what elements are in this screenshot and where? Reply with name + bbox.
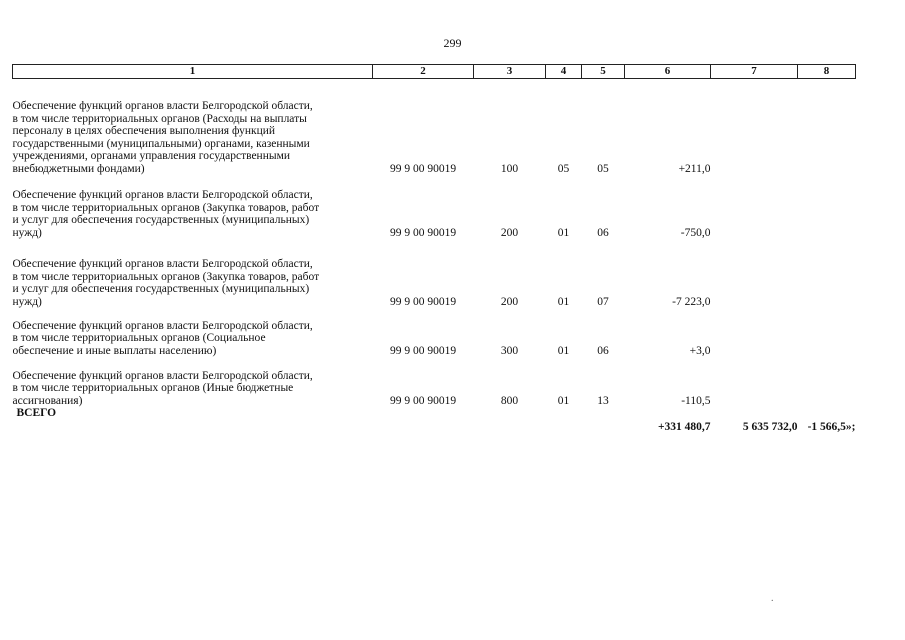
target-code: 99 9 00 90019 bbox=[389, 344, 457, 357]
description-line: в том числе территориальных органов (Иные бюджетные bbox=[12, 382, 294, 394]
empty-cell bbox=[711, 175, 798, 239]
expense-description bbox=[13, 239, 373, 308]
expense-description bbox=[13, 79, 373, 176]
column-header-3: 3 bbox=[474, 65, 546, 79]
description-line: учреждениями, органами управления государственными bbox=[12, 150, 291, 162]
column-header-8: 8 bbox=[798, 65, 856, 79]
expense-type: 800 bbox=[500, 394, 519, 407]
subsection: 06 bbox=[597, 344, 609, 357]
description-line: Обеспечение функций органов власти Белгородской области, bbox=[12, 319, 313, 332]
budget-table-container bbox=[12, 64, 855, 451]
expense-type: 200 bbox=[500, 295, 519, 308]
description-line: в том числе территориальных органов (Социальное bbox=[12, 332, 266, 344]
table-row bbox=[13, 239, 856, 308]
subsection: 06 bbox=[597, 226, 609, 239]
table-row bbox=[13, 79, 856, 176]
amount-change: -750,0 bbox=[680, 226, 711, 239]
section: 01 bbox=[557, 295, 570, 308]
description-line: нужд) bbox=[12, 295, 42, 308]
table-row bbox=[13, 308, 856, 357]
column-header-2: 2 bbox=[373, 65, 474, 79]
description-line: в том числе территориальных органов (Расходы на выплаты bbox=[12, 112, 307, 125]
expense-type: 200 bbox=[500, 226, 519, 239]
scan-mark: . bbox=[771, 593, 774, 604]
expense-description bbox=[13, 357, 373, 407]
amount-change: -7 223,0 bbox=[672, 295, 711, 308]
empty-cell bbox=[711, 79, 798, 176]
description-line: и услуг для обеспечения государственных (муниципальных) bbox=[12, 214, 310, 226]
description-line: и услуг для обеспечения государственных (муниципальных) bbox=[12, 283, 310, 295]
section: 01 bbox=[557, 344, 570, 357]
empty-cell bbox=[546, 407, 582, 451]
target-code: 99 9 00 90019 bbox=[389, 162, 457, 175]
description-line: персоналу в целях обеспечения выполнения функций bbox=[12, 125, 276, 137]
amount-change: -110,5 bbox=[681, 394, 711, 407]
description-line: Обеспечение функций органов власти Белгородской области, bbox=[12, 189, 313, 201]
description-line: в том числе территориальных органов (Закупка товаров, работ bbox=[12, 270, 320, 283]
total-label: ВСЕГО bbox=[16, 407, 57, 419]
subsection: 13 bbox=[597, 394, 609, 407]
target-code: 99 9 00 90019 bbox=[389, 226, 457, 239]
expense-description bbox=[13, 175, 373, 239]
target-code: 99 9 00 90019 bbox=[389, 295, 457, 308]
description-line: в том числе территориальных органов (Закупка товаров, работ bbox=[12, 201, 320, 214]
empty-cell bbox=[711, 239, 798, 308]
total-amount-col7: 5 635 732,0 bbox=[742, 421, 798, 433]
description-line: ассигнования) bbox=[12, 394, 83, 407]
empty-cell bbox=[798, 79, 856, 176]
description-line: внебюджетными фондами) bbox=[12, 162, 145, 175]
description-line: обеспечение и иные выплаты населению) bbox=[12, 344, 217, 357]
column-header-5: 5 bbox=[582, 65, 625, 79]
total-amount-change: +331 480,7 bbox=[657, 421, 711, 433]
subsection: 07 bbox=[597, 295, 609, 308]
section: 01 bbox=[557, 226, 570, 239]
table-row bbox=[13, 175, 856, 239]
page-number: 299 bbox=[443, 36, 462, 50]
expense-type: 300 bbox=[500, 344, 519, 357]
section: 01 bbox=[557, 394, 570, 407]
empty-cell bbox=[711, 308, 798, 357]
target-code: 99 9 00 90019 bbox=[389, 394, 457, 407]
table-row bbox=[13, 357, 856, 407]
column-header-6: 6 bbox=[625, 65, 711, 79]
description-line: Обеспечение функций органов власти Белгородской области, bbox=[12, 258, 313, 270]
column-header-7: 7 bbox=[711, 65, 798, 79]
amount-change: +211,0 bbox=[678, 162, 711, 175]
empty-cell bbox=[798, 308, 856, 357]
amount-change: +3,0 bbox=[689, 344, 711, 357]
subsection: 05 bbox=[597, 162, 609, 175]
total-amount-col8: -1 566,5»; bbox=[807, 421, 856, 433]
description-line: нужд) bbox=[12, 226, 42, 239]
column-header-4: 4 bbox=[546, 65, 582, 79]
empty-cell bbox=[582, 407, 625, 451]
column-header-1: 1 bbox=[13, 65, 373, 79]
description-line: государственными (муниципальными) органами, казенными bbox=[12, 137, 310, 150]
total-row bbox=[13, 407, 856, 451]
empty-cell bbox=[373, 407, 474, 451]
empty-cell bbox=[798, 175, 856, 239]
empty-cell bbox=[798, 239, 856, 308]
expense-description bbox=[13, 308, 373, 357]
empty-cell bbox=[711, 357, 798, 407]
header-row bbox=[13, 65, 856, 79]
empty-cell bbox=[474, 407, 546, 451]
section: 05 bbox=[557, 162, 570, 175]
description-line: Обеспечение функций органов власти Белгородской области, bbox=[12, 100, 313, 112]
description-line: Обеспечение функций органов власти Белгородской области, bbox=[12, 369, 313, 382]
expense-type: 100 bbox=[500, 162, 519, 175]
empty-cell bbox=[798, 357, 856, 407]
budget-table bbox=[12, 64, 856, 451]
